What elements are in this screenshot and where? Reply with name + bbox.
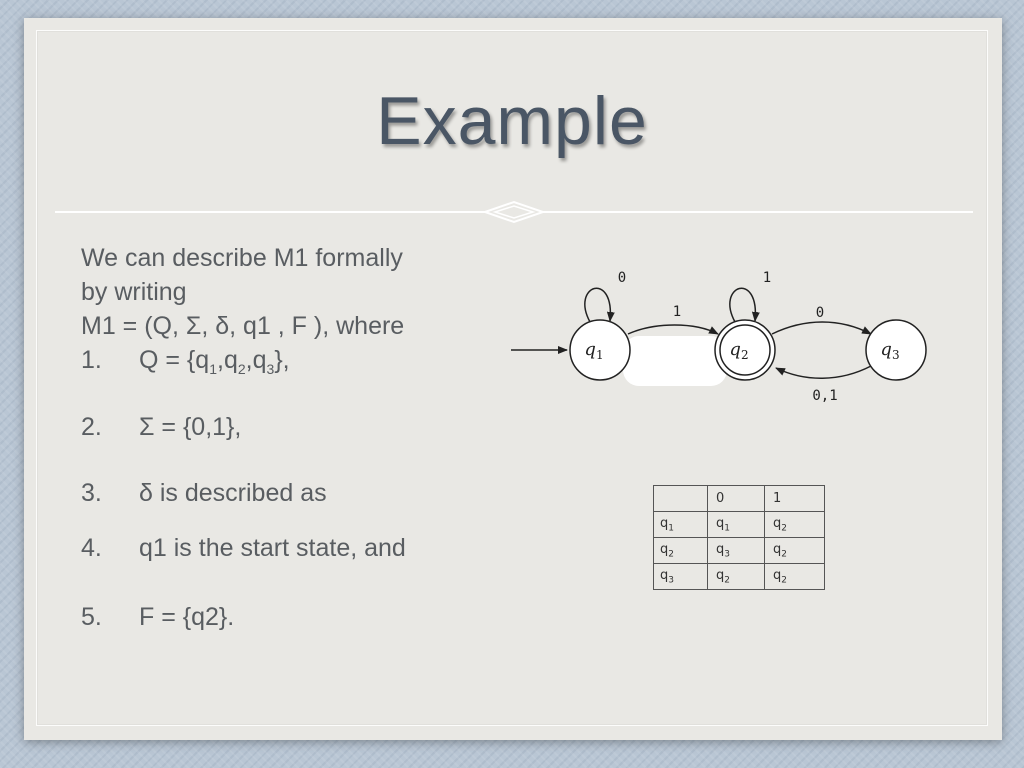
state-subscript: 3	[266, 361, 275, 377]
table-cell: $q_2$	[765, 564, 825, 590]
table-cell: $q_1$	[708, 512, 765, 538]
transition-q2-q3	[772, 322, 871, 334]
slide-title: Example	[376, 83, 648, 159]
states-suffix: },	[274, 346, 290, 374]
label-q1-q1: 0	[617, 270, 627, 286]
list-text: F = {q2}.	[139, 603, 235, 631]
intro-line-2: by writing	[81, 278, 187, 306]
transition-q2-q2	[730, 288, 756, 322]
table-cell: $q_3$	[708, 538, 765, 564]
list-number: 2.	[81, 413, 102, 441]
transition-q3-q2	[776, 366, 871, 378]
list-item-3	[81, 479, 327, 508]
state-subscript: 2	[237, 361, 246, 377]
list-text: δ is described as	[139, 479, 327, 507]
transition-q1-q1	[585, 288, 611, 322]
table-row	[654, 564, 825, 590]
label-q3-q2: 0,1	[812, 388, 838, 404]
label-q1-q2: 1	[672, 304, 682, 320]
list-text: Σ = {0,1},	[139, 413, 242, 441]
table-row	[654, 512, 825, 538]
list-text: q1 is the start state, and	[139, 534, 406, 562]
intro-line-3: M1 = (Q, Σ, δ, q1 , F ), where	[81, 312, 405, 340]
transition-q1-q2	[628, 325, 718, 334]
list-item-4	[81, 534, 406, 563]
state-diagram	[505, 255, 935, 415]
list-item-1: 1. $Q = \{q_1,q_2,q_3\}$,	[81, 346, 290, 377]
state-label-q2: $q_2$	[729, 339, 749, 362]
table-header-cell: 1	[765, 486, 825, 512]
state-subscript: 1	[209, 361, 217, 377]
white-highlight	[623, 336, 727, 386]
title-divider	[55, 200, 973, 224]
table-cell: $q_1$	[654, 512, 708, 538]
state-label-q3: $q_3$	[880, 339, 900, 362]
table-header-row	[654, 486, 825, 512]
intro-line-1: We can describe M1 formally	[81, 244, 403, 272]
table-cell: $q_2$	[708, 564, 765, 590]
table-cell: $q_2$	[654, 538, 708, 564]
states-prefix: Q = {q	[139, 346, 210, 374]
list-number: 3.	[81, 479, 102, 507]
table-cell: $q_2$	[765, 538, 825, 564]
state-label-q1: $q_1$	[584, 339, 604, 362]
table-cell: $q_3$	[654, 564, 708, 590]
label-q2-q2: 1	[762, 270, 772, 286]
transition-table	[653, 485, 825, 590]
list-item-5	[81, 603, 234, 632]
label-q2-q3: 0	[815, 305, 825, 321]
table-cell: $q_2$	[765, 512, 825, 538]
table-header-cell: 0	[708, 486, 765, 512]
list-item-2	[81, 413, 241, 442]
list-number: 1.	[81, 346, 102, 374]
table-row	[654, 538, 825, 564]
list-number: 5.	[81, 603, 102, 631]
list-number: 4.	[81, 534, 102, 562]
table-header-cell	[654, 486, 708, 512]
